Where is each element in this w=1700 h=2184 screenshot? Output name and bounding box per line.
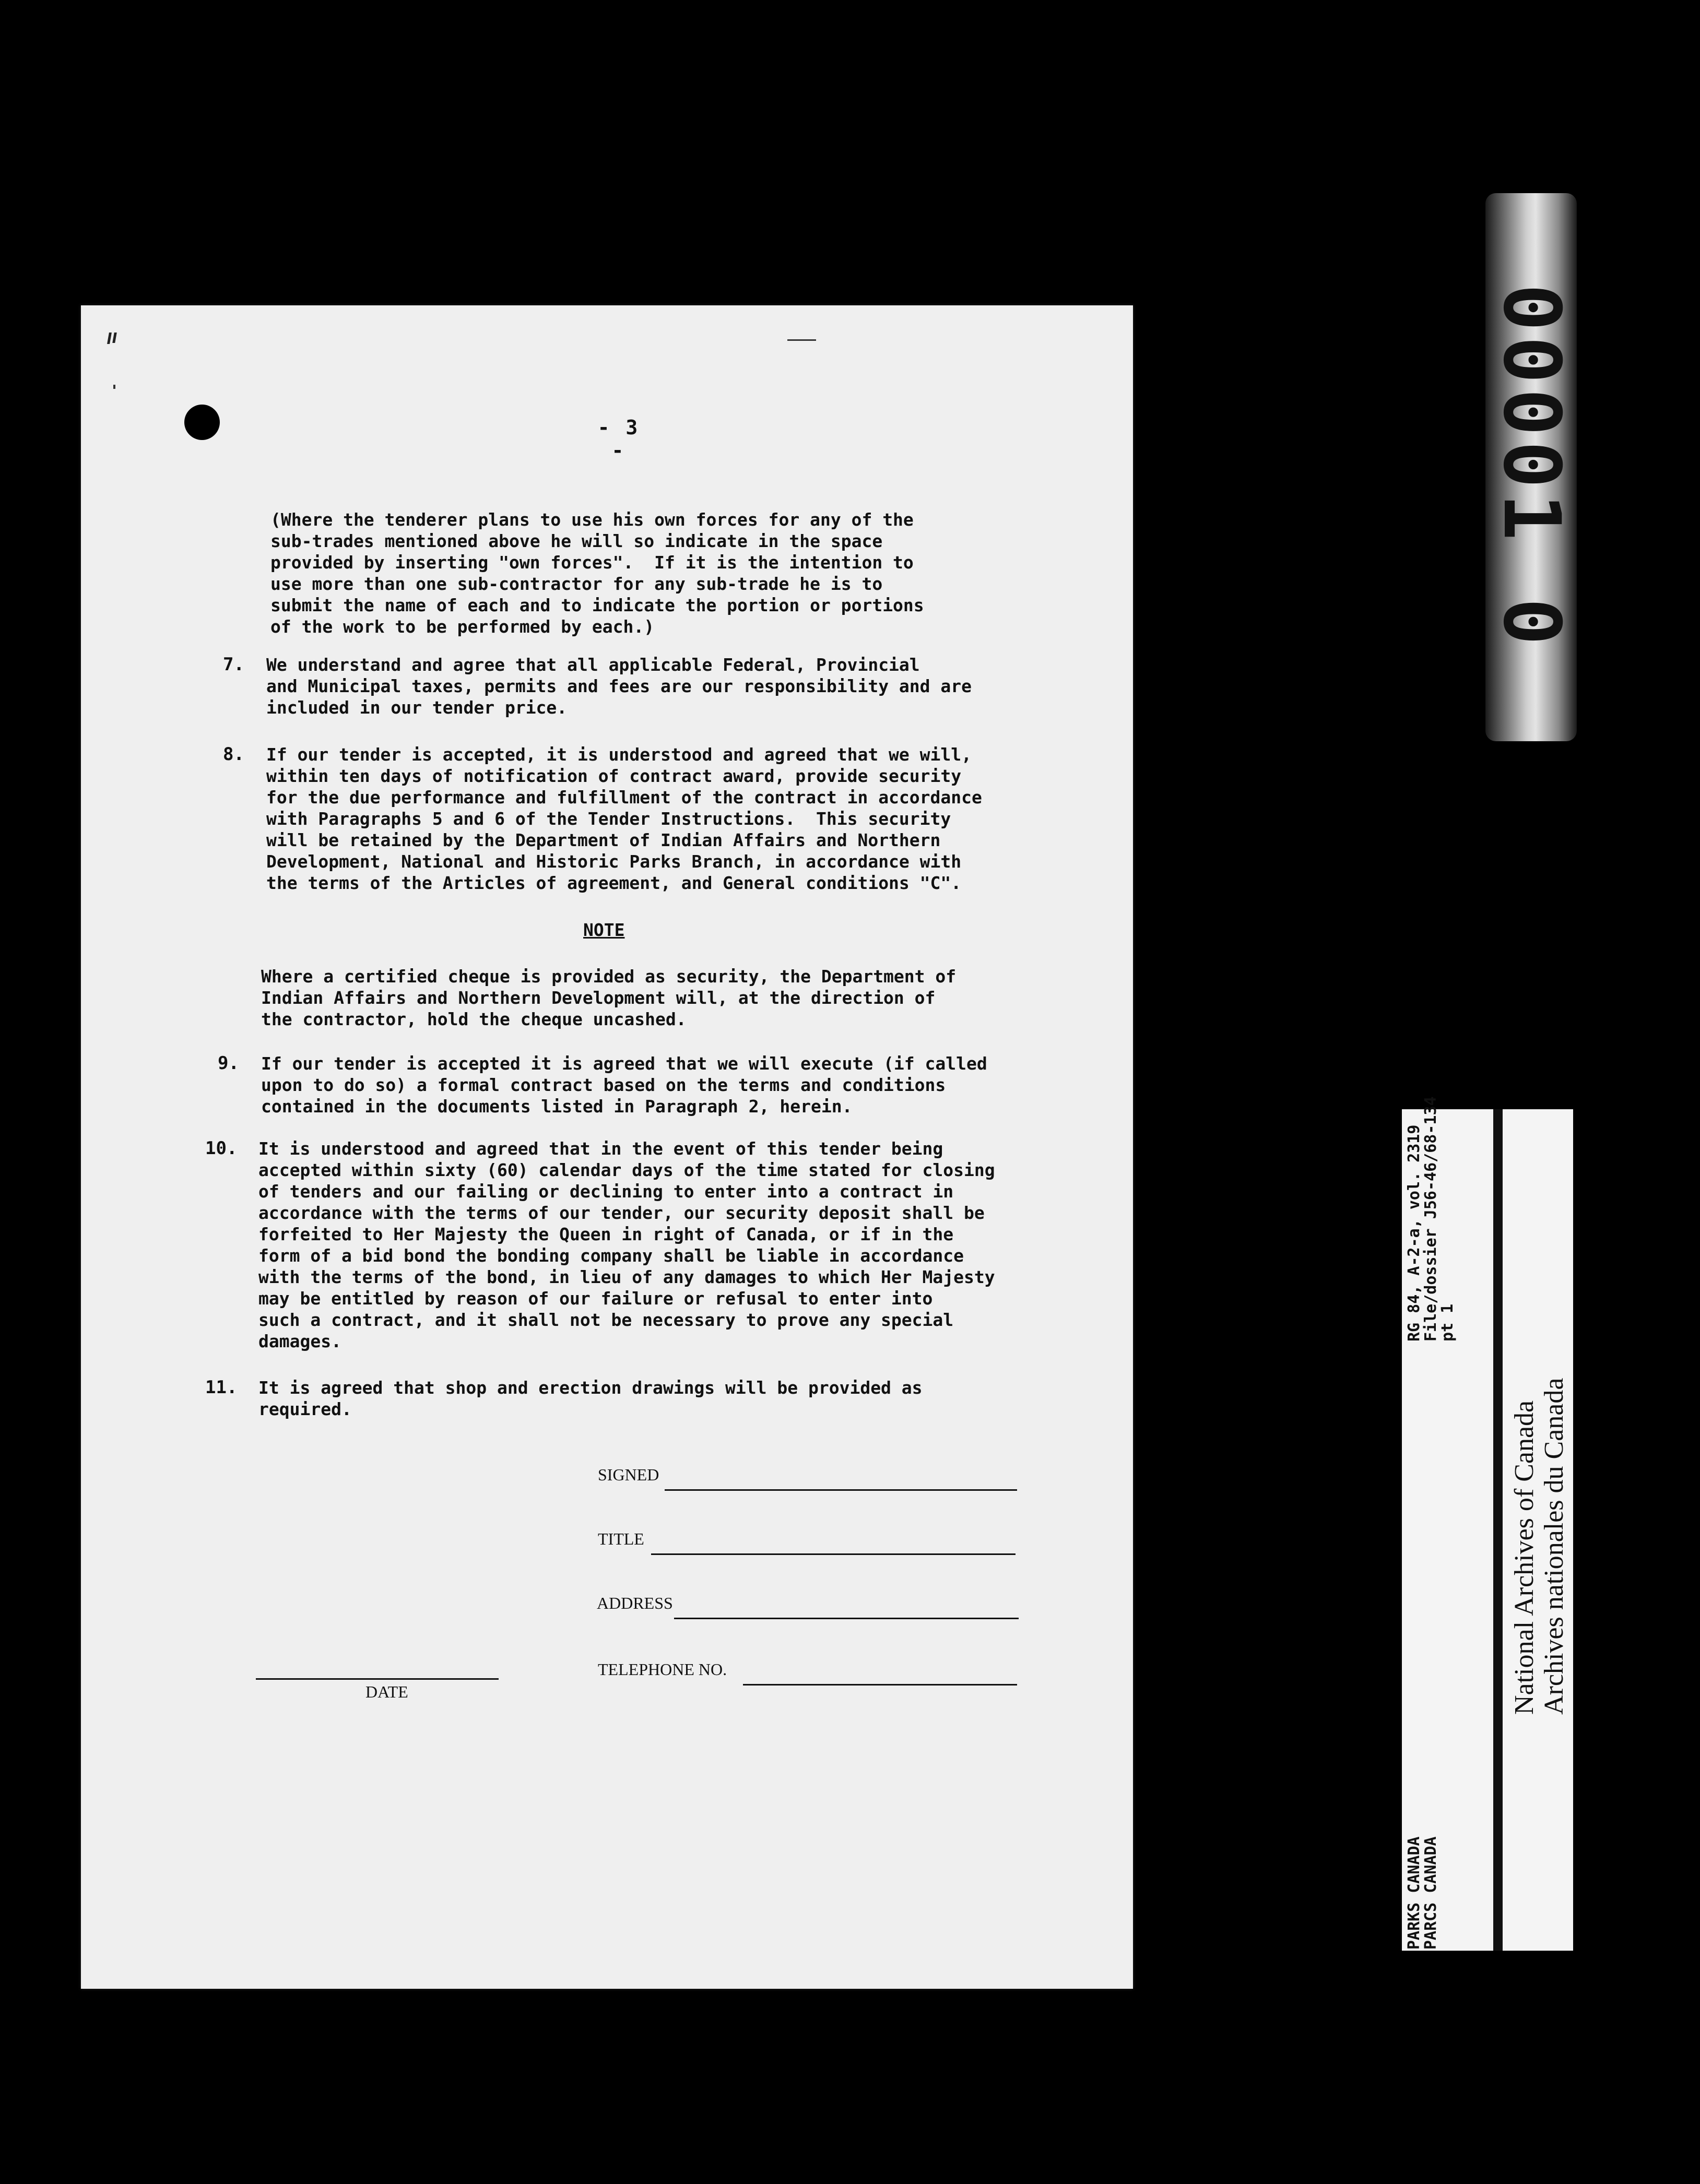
signed-line (665, 1489, 1017, 1491)
item-number: 10. (205, 1138, 238, 1159)
address-label: ADDRESS (597, 1594, 673, 1612)
date-label: DATE (365, 1682, 408, 1701)
archive-reference-1: RG 84, A-2-a, vol. 2319 (1405, 1124, 1423, 1342)
telephone-line (743, 1684, 1017, 1686)
parks-canada-en: PARKS CANADA (1405, 1836, 1423, 1950)
item-7-text: We understand and agree that all applicable Federal, Provincial and Municipal taxes, permits and fees are our responsibility and are included in our tender price. (266, 655, 972, 718)
mark (112, 333, 117, 343)
item-11-text: It is agreed that shop and erection drawings will be provided as required. (258, 1378, 923, 1419)
date-line (256, 1678, 499, 1680)
parks-canada-fr: PARCS CANADA (1422, 1836, 1440, 1950)
item-10-text: It is understood and agreed that in the event of this tender being accepted within sixty (60) calendar days of the time stated for closing of tenders and our failing or declining to enter into a contract in accordance with the terms of our tender, our security deposit shall be forfeited to Her Majesty the Queen in right of Canada, or if in the form of a bid bond the bonding company shall be liable in accordance with the terms of the bond, in lieu of any damages to which Her Majesty may be entitled by reason of our failure or refusal to enter into such a contract, and it shall not be necessary to prove any special damages. (258, 1138, 995, 1351)
item-number: 11. (205, 1377, 238, 1398)
address-line (674, 1618, 1019, 1619)
title-line (651, 1553, 1016, 1555)
institution-french: Archives nationales du Canada (1539, 1378, 1569, 1715)
item-8-text: If our tender is accepted, it is understood and agreed that we will, within ten days of notification of contract award, provide security for the due performance and fulfillment of the contract in accordance with Paragraphs 5 and 6 of the Tender Instructions. This security will be retained by the Department of Indian Affairs and Northern Development, National and Historic Parks Branch, in accordance with the terms of the Articles of agreement, and General conditions "C". (266, 744, 982, 893)
intro-paragraph: (Where the tenderer plans to use his own forces for any of the sub-trades mentioned above he will so indicate in the space provided by inserting "own forces". If it is the intention to use more than one sub-contractor for any sub-trade he is to submit the name of each and to indicate the portion or portions of the work to be performed by each.) (270, 509, 924, 637)
institution-english: National Archives of Canada (1509, 1400, 1539, 1715)
note-text: Where a certified cheque is provided as security, the Department of Indian Affairs and Northern Development will, at the direction of the contractor, hold the cheque uncashed. (261, 966, 957, 1029)
archive-reference-3: pt 1 (1438, 1303, 1457, 1342)
archive-label (1402, 1096, 1573, 1951)
mark (113, 385, 115, 389)
item-9-text: If our tender is accepted it is agreed that we will execute (if called upon to do so) a formal contract based on the terms and conditions contained in the documents listed in Paragraph 2, herein. (261, 1053, 987, 1117)
archive-reference-2: File/dossier J56-46/68-134 (1422, 1096, 1440, 1342)
label-divider (1493, 1109, 1503, 1951)
punch-hole (184, 405, 220, 440)
item-number: 9. (218, 1053, 239, 1074)
mark (107, 333, 112, 344)
title-label: TITLE (598, 1529, 644, 1548)
document-page (81, 305, 1133, 1989)
frame-counter: 00001 0 (1485, 283, 1577, 651)
item-number: 7. (223, 654, 244, 675)
page-number: - 3 - (597, 416, 640, 462)
item-number: 8. (223, 744, 244, 765)
mark (787, 339, 816, 341)
telephone-label: TELEPHONE NO. (598, 1660, 727, 1679)
note-heading: NOTE (583, 920, 625, 940)
signed-label: SIGNED (598, 1465, 659, 1484)
frame-counter-strip (1485, 193, 1577, 741)
